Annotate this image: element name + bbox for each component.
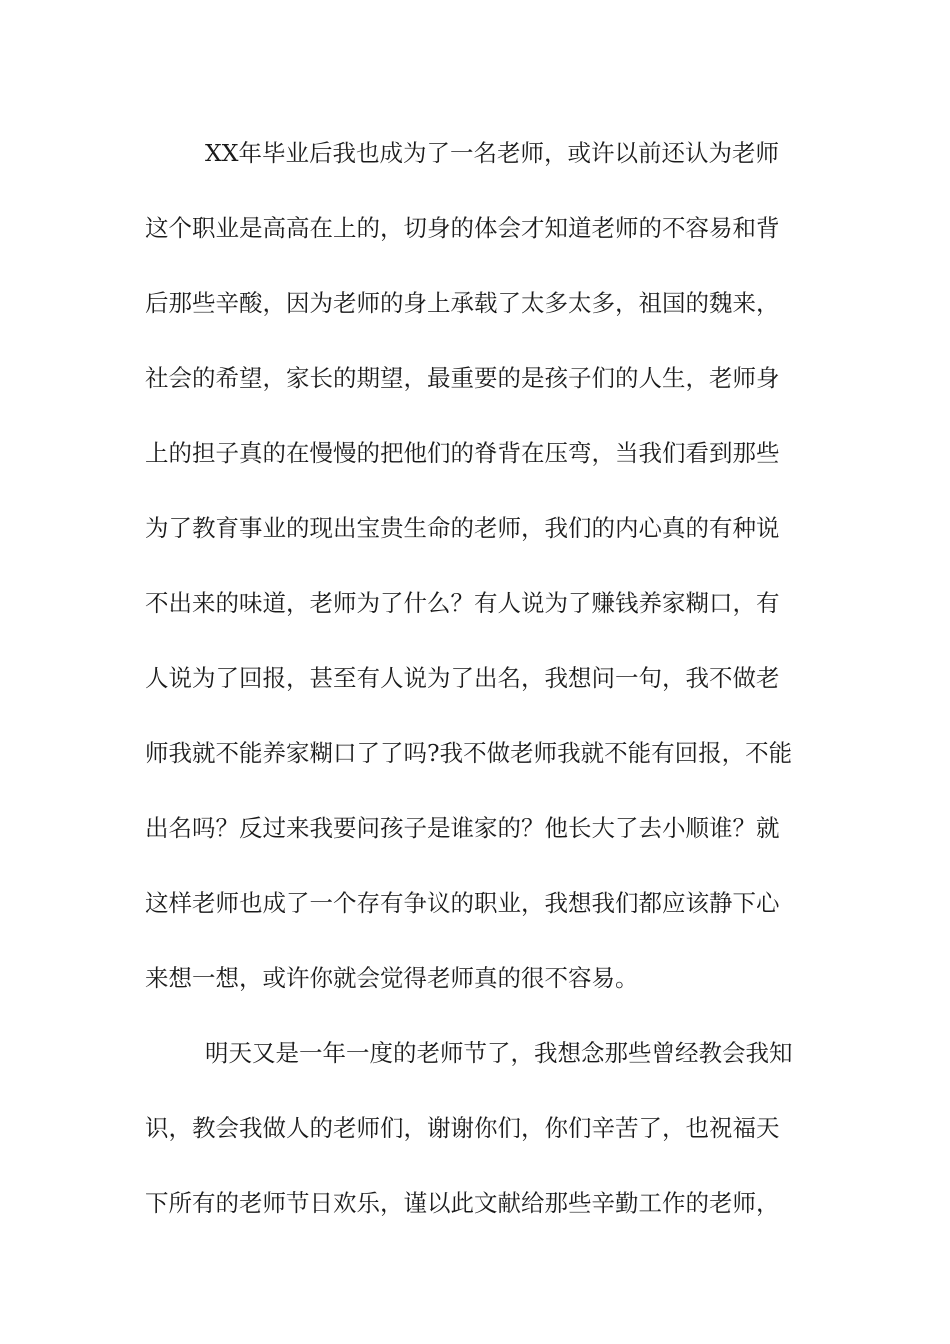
paragraph-line: 来想一想，或许你就会觉得老师真的很不容易。 (145, 964, 639, 992)
paragraph-line: 这样老师也成了一个存有争议的职业，我想我们都应该静下心 (145, 889, 780, 917)
paragraph-line: 这个职业是高高在上的，切身的体会才知道老师的不容易和背 (145, 214, 780, 242)
paragraph-line: 不出来的味道，老师为了什么？有人说为了赚钱养家糊口，有 (145, 589, 780, 617)
paragraph-line: 后那些辛酸，因为老师的身上承载了太多太多，祖国的魏来， (145, 289, 780, 317)
paragraph-line: XX年毕业后我也成为了一名老师，或许以前还认为老师 (205, 139, 779, 167)
paragraph-line: 人说为了回报，甚至有人说为了出名，我想问一句，我不做老 (145, 664, 780, 692)
paragraph-line: 下所有的老师节日欢乐，谨以此文献给那些辛勤工作的老师， (145, 1189, 780, 1217)
paragraph-line: 师我就不能养家糊口了了吗?我不做老师我就不能有回报，不能 (145, 739, 793, 767)
paragraph-1 (145, 124, 810, 1024)
document-body (145, 124, 810, 1249)
paragraph-line: 出名吗？反过来我要问孩子是谁家的？他长大了去小顺谁？就 (145, 814, 780, 842)
paragraph-line: 为了教育事业的现出宝贵生命的老师，我们的内心真的有种说 (145, 514, 780, 542)
paragraph-line: 明天又是一年一度的老师节了，我想念那些曾经教会我知 (205, 1039, 793, 1067)
paragraph-line: 上的担子真的在慢慢的把他们的脊背在压弯，当我们看到那些 (145, 439, 780, 467)
paragraph-line: 社会的希望，家长的期望，最重要的是孩子们的人生，老师身 (145, 364, 780, 392)
paragraph-line: 识，教会我做人的老师们，谢谢你们，你们辛苦了，也祝福天 (145, 1114, 780, 1142)
paragraph-2 (145, 1024, 810, 1249)
